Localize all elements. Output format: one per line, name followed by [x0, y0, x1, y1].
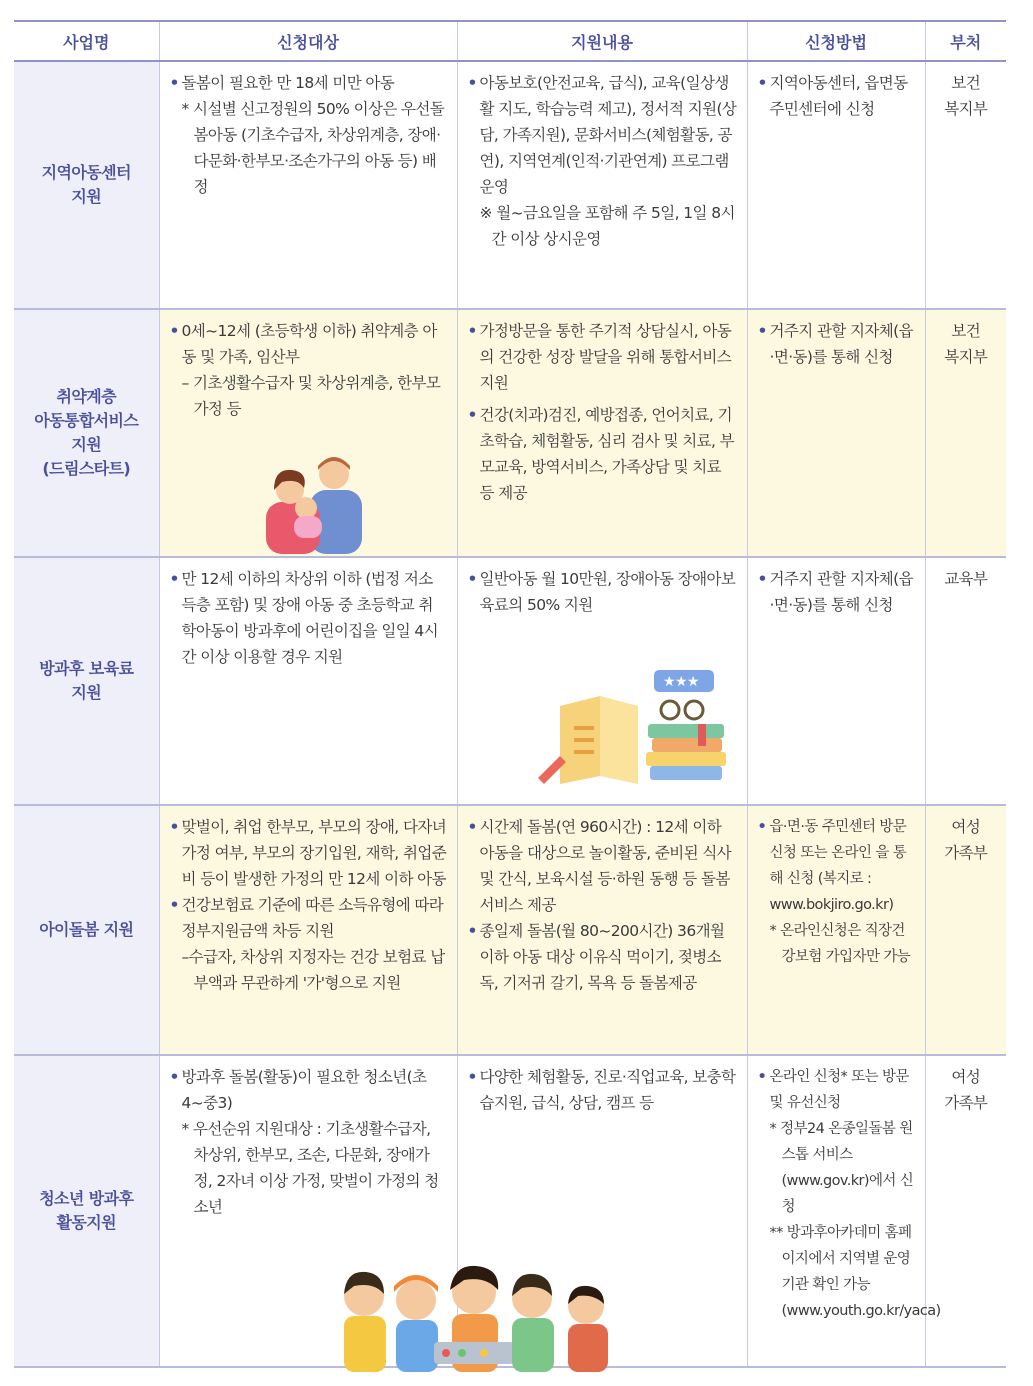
content-cell [457, 61, 747, 309]
content-cell [457, 805, 747, 1055]
program-name-cell [14, 805, 159, 1055]
children-illustration [324, 1256, 624, 1372]
program-name-line: 지원 [71, 683, 102, 702]
note-item: ※ 월~금요일을 포함해 주 5일, 1일 8시간 이상 상시운영 [479, 204, 735, 248]
table-row [14, 805, 1006, 1055]
dept-line: 여성 [951, 1068, 981, 1086]
header-content: 지원내용 [457, 21, 747, 61]
table-row [14, 309, 1006, 557]
program-name-line: (드림스타트) [42, 459, 131, 478]
program-name-cell [14, 309, 159, 557]
bullet-item: • 돌봄이 필요한 만 18세 미만 아동 [170, 70, 447, 96]
note-item: –수급자, 차상위 지정자는 건강 보험료 납부액과 무관하게 '가'형으로 지원 [181, 948, 445, 992]
dept-line: 가족부 [944, 1094, 988, 1112]
dept-line: 보건 [951, 74, 981, 92]
bullet-item: • 맞벌이, 취업 한부모, 부모의 장애, 다자녀가정 여부, 부모의 장기입원, 재학, 취업준비 등이 발생한 가정의 만 12세 이하 아동 [170, 814, 447, 892]
bullet-item: • 방과후 돌봄(활동)이 필요한 청소년(초4~중3) [170, 1064, 447, 1116]
program-name-line: 지역아동센터 [41, 163, 131, 182]
dept-line: 교육부 [944, 570, 988, 588]
note-item: ** 방과후아카데미 홈페이지에서 지역별 운영기관 확인 가능 (www.youth.go.kr/yaca) [769, 1225, 941, 1319]
header-method: 신청방법 [747, 21, 925, 61]
dept-line: 여성 [951, 818, 981, 836]
dept-cell [925, 61, 1006, 309]
method-cell [747, 61, 925, 309]
note-item: * 우선순위 지원대상 : 기초생활수급자, 차상위, 한부모, 조손, 다문화, 장애가정, 2자녀 이상 가정, 맞벌이 가정의 청소년 [181, 1120, 439, 1216]
dept-cell [925, 557, 1006, 805]
program-name-line: 청소년 방과후 [39, 1189, 134, 1208]
svg-text:★★★: ★★★ [662, 674, 699, 690]
target-cell [159, 805, 457, 1055]
support-programs-table [14, 20, 1006, 1368]
dept-line: 가족부 [944, 844, 988, 862]
bullet-item: • 거주지 관할 지자체(읍·면·동)를 통해 신청 [758, 318, 915, 370]
bullet-item: • 만 12세 이하의 차상위 이하 (법정 저소득층 포함) 및 장애 아동 중 초등학교 취학아동이 방과후에 어린이집을 일일 4시간 이상 이용할 경우 지원 [170, 566, 447, 670]
table-row [14, 61, 1006, 309]
content-cell [457, 557, 747, 805]
program-name-cell [14, 557, 159, 805]
note-item: * 온라인신청은 직장건강보험 가입자만 가능 [769, 923, 911, 965]
family-illustration [260, 450, 370, 554]
header-dept: 부처 [925, 21, 1006, 61]
bullet-item: • 아동보호(안전교육, 급식), 교육(일상생활 지도, 학습능력 제고), 정서적 지원(상담, 가족지원), 문화서비스(체험활동, 공연), 지역연계(인적·기관연계) 프로그램 운영 [468, 70, 737, 200]
dept-cell [925, 309, 1006, 557]
books-illustration [530, 666, 730, 790]
program-name-line: 아동통합서비스 [34, 411, 139, 430]
dept-cell [925, 805, 1006, 1055]
content-cell [457, 309, 747, 557]
bullet-item: • 읍·면·동 주민센터 방문 신청 또는 온라인 을 통해 신청 (복지로 : www.bokjiro.go.kr) [758, 814, 915, 918]
program-name-cell [14, 61, 159, 309]
bullet-item: • 시간제 돌봄(연 960시간) : 12세 이하 아동을 대상으로 놀이활동, 준비된 식사 및 간식, 보육시설 등·하원 동행 등 돌봄서비스 제공 [468, 814, 737, 918]
bullet-item: • 일반아동 월 10만원, 장애아동 장애아보육료의 50% 지원 [468, 566, 737, 618]
table-header-row [14, 21, 1006, 61]
table-row [14, 557, 1006, 805]
target-cell [159, 309, 457, 557]
note-item: * 시설별 신고정원의 50% 이상은 우선돌봄아동 (기초수급자, 차상위계층, 장애·다문화·한부모·조손가구의 아동 등) 배정 [181, 100, 445, 196]
note-item: – 기초생활수급자 및 차상위계층, 한부모가정 등 [181, 374, 441, 418]
dept-line: 복지부 [944, 100, 988, 118]
support-programs-table-wrapper [14, 20, 1006, 1368]
bullet-item: • 0세~12세 (초등학생 이하) 취약계층 아동 및 가족, 임산부 [170, 318, 447, 370]
program-name-line: 취약계층 [56, 387, 116, 406]
header-program-name: 사업명 [14, 21, 159, 61]
header-target: 신청대상 [159, 21, 457, 61]
bullet-item: • 다양한 체험활동, 진로·직업교육, 보충학습지원, 급식, 상담, 캠프 등 [468, 1064, 737, 1116]
method-cell [747, 1055, 941, 1367]
program-name-line: 지원 [71, 435, 102, 454]
method-cell [747, 805, 925, 1055]
program-name-line: 활동지원 [56, 1213, 116, 1232]
dept-line: 복지부 [944, 348, 988, 366]
bullet-item: • 지역아동센터, 읍면동 주민센터에 신청 [758, 70, 915, 122]
bullet-item: • 가정방문을 통한 주기적 상담실시, 아동의 건강한 성장 발달을 위해 통합서비스 지원 [468, 318, 737, 396]
method-cell [747, 309, 925, 557]
bullet-item: • 건강보험료 기준에 따른 소득유형에 따라 정부지원금액 차등 지원 [170, 892, 447, 944]
bullet-item: • 건강(치과)검진, 예방접종, 언어치료, 기초학습, 체험활동, 심리 검사 및 치료, 부모교육, 방역서비스, 가족상담 및 치료 등 제공 [468, 402, 737, 506]
target-cell [159, 61, 457, 309]
bullet-item: • 종일제 돌봄(월 80~200시간) 36개월 이하 아동 대상 이유식 먹이기, 젖병소독, 기저귀 갈기, 목욕 등 돌봄제공 [468, 918, 737, 996]
program-name-cell [14, 1055, 159, 1367]
bullet-item: • 거주지 관할 지자체(읍·면·동)를 통해 신청 [758, 566, 915, 618]
program-name-line: 방과후 보육료 [39, 659, 134, 678]
method-cell [747, 557, 925, 805]
dept-line: 보건 [951, 322, 981, 340]
bullet-item: • 온라인 신청* 또는 방문 및 유선신청 [758, 1064, 915, 1116]
note-item: * 정부24 온종일돌봄 원스톱 서비스 (www.gov.kr)에서 신청 [769, 1121, 914, 1215]
program-name-line: 지원 [71, 187, 102, 206]
target-cell [159, 557, 457, 805]
program-name-line: 아이돌봄 지원 [39, 920, 134, 939]
